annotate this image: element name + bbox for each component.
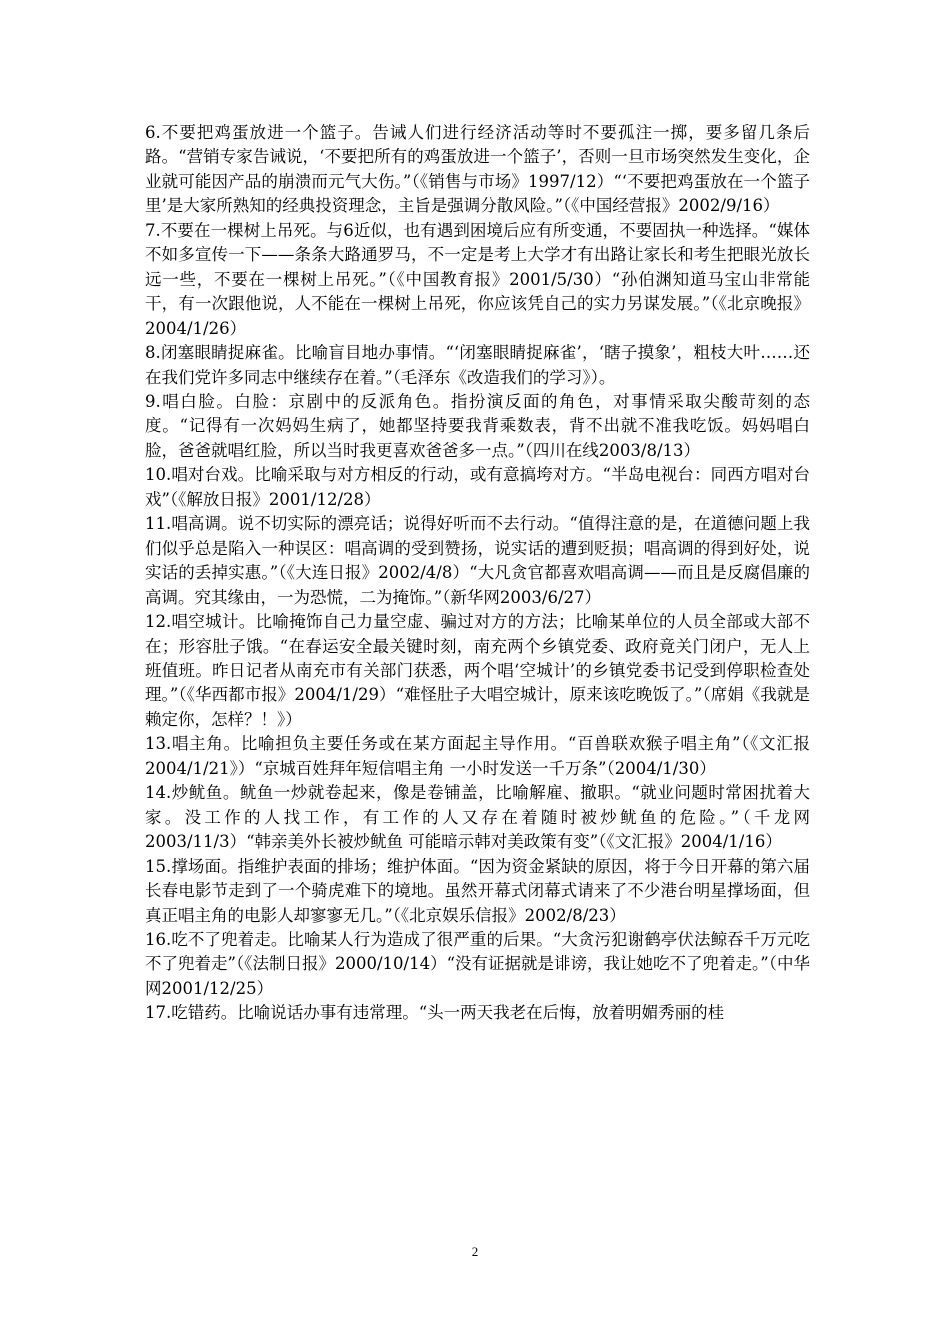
entry-16: 16.吃不了兜着走。比喻某人行为造成了很严重的后果。“大贪污犯谢鹤亭伏法鲸吞千万元吃不了兜着走”（《法制日报》2000/10/14）“没有证据就是诽谤，我让她吃不了兜着走。”（中华网2001/12/25）: [145, 929, 810, 998]
entry-15: 15.撑场面。指维护表面的排场；维护体面。“因为资金紧缺的原因，将于今日开幕的第六届长春电影节走到了一个骑虎难下的境地。虽然开幕式闭幕式请来了不少港台明星撑场面，但真正唱主角的电影人却寥寥无几。”（《北京娱乐信报》2002/8/23）: [145, 856, 810, 925]
entry-13: 13.唱主角。比喻担负主要任务或在某方面起主导作用。“百兽联欢猴子唱主角”（《文汇报2004/1/21》）“京城百姓拜年短信唱主角 一小时发送一千万条”（2004/1/30）: [145, 734, 810, 778]
entry-17: 17.吃错药。比喻说话办事有违常理。“头一两天我老在后悔，放着明媚秀丽的桂: [145, 1003, 725, 1023]
entry-14: 14.炒鱿鱼。鱿鱼一炒就卷起来，像是卷铺盖，比喻解雇、撤职。“就业问题时常困扰着大家。没工作的人找工作，有工作的人又存在着随时被炒鱿鱼的危险。”（千龙网2003/11/3）“韩亲美外长被炒鱿鱼 可能暗示韩对美政策有变”（《文汇报》2004/1/16）: [145, 783, 810, 852]
entry-8: 8.闭塞眼睛捉麻雀。比喻盲目地办事情。“‘闭塞眼睛捉麻雀’，‘瞎子摸象’，粗枝大叶……还在我们党许多同志中继续存在着。”（毛泽东《改造我们的学习》）。: [145, 343, 810, 387]
entry-6: 6.不要把鸡蛋放进一个篮子。告诫人们进行经济活动等时不要孤注一掷，要多留几条后路。“营销专家告诫说，‘不要把所有的鸡蛋放进一个篮子’，否则一旦市场突然发生变化，企业就可能因产品的崩溃而元气大伤。”（《销售与市场》1997/12）“‘不要把鸡蛋放在一个篮子里’是大家所熟知的经典投资理念，主旨是强调分散风险。”（《中国经营报》2002/9/16）: [145, 123, 810, 216]
page-number: 2: [471, 1244, 479, 1259]
document-body: [145, 121, 810, 1026]
entry-11: 11.唱高调。说不切实际的漂亮话；说得好听而不去行动。“值得注意的是，在道德问题上我们似乎总是陷入一种误区：唱高调的受到赞扬，说实话的遭到贬损；唱高调的得到好处，说实话的丢掉实惠。”（《大连日报》2002/4/8）“大凡贪官都喜欢唱高调——而且是反腐倡廉的高调。究其缘由，一为恐慌，二为掩饰。”（新华网2003/6/27）: [145, 514, 810, 607]
entry-10: 10.唱对台戏。比喻采取与对方相反的行动，或有意搞垮对方。“半岛电视台：同西方唱对台戏”（《解放日报》2001/12/28）: [145, 465, 810, 509]
entry-7: 7.不要在一棵树上吊死。与6近似，也有遇到困境后应有所变通，不要固执一种选择。“媒体不如多宣传一下——条条大路通罗马，不一定是考上大学才有出路让家长和考生把眼光放长远一些，不要在一棵树上吊死。”（《中国教育报》2001/5/30）“孙伯渊知道马宝山非常能干，有一次跟他说，人不能在一棵树上吊死，你应该凭自己的实力另谋发展。”（《北京晚报》2004/1/26）: [145, 220, 810, 338]
entry-9: 9.唱白脸。白脸：京剧中的反派角色。指扮演反面的角色，对事情采取尖酸苛刻的态度。“记得有一次妈妈生病了，她都坚持要我背乘数表，背不出就不准我吃饭。妈妈唱白脸，爸爸就唱红脸，所以当时我更喜欢爸爸多一点。”（四川在线2003/8/13）: [145, 391, 810, 460]
entry-12: 12.唱空城计。比喻掩饰自己力量空虚、骗过对方的方法；比喻某单位的人员全部或大部不在；形容肚子饿。“在春运安全最关键时刻，南充两个乡镇党委、政府竟关门闭户，无人上班值班。昨日记者从南充市有关部门获悉，两个唱‘空城计’的乡镇党委书记受到停职检查处理。”（《华西都市报》2004/1/29）“难怪肚子大唱空城计，原来该吃晚饭了。”（席娟《我就是赖定你，怎样？！》）: [145, 612, 810, 729]
